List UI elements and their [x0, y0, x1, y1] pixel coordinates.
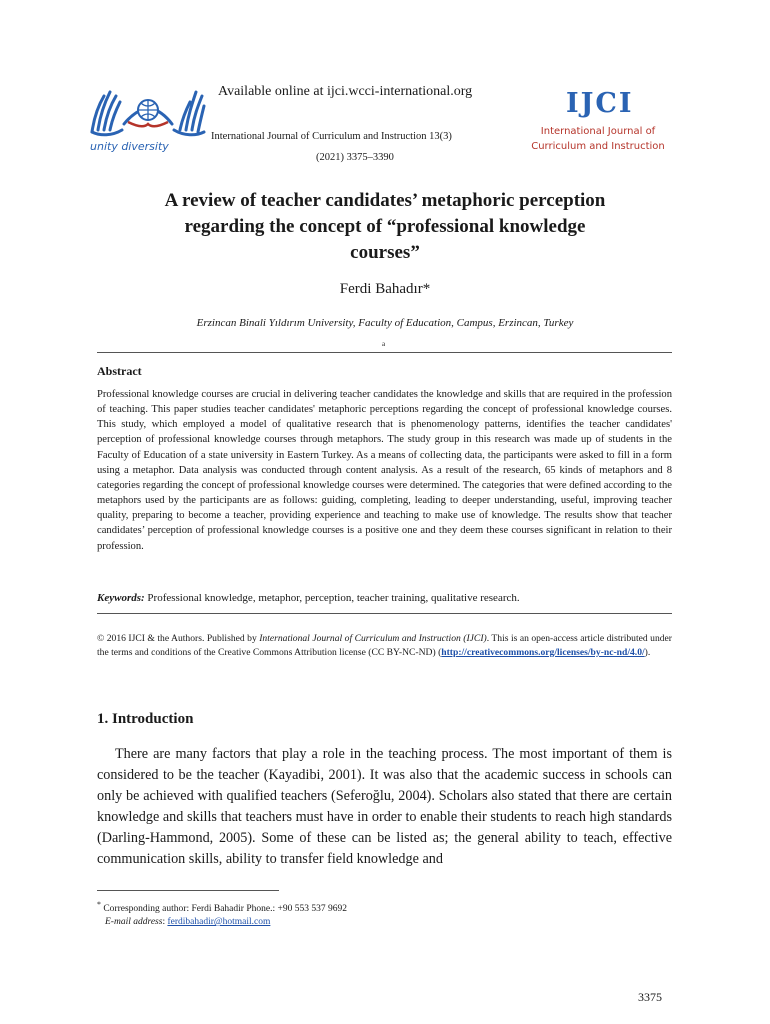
footnote-star: *: [97, 900, 101, 909]
license-link[interactable]: http://creativecommons.org/licenses/by-nc-nd/4.0/: [441, 647, 645, 658]
email-link[interactable]: ferdibahadir@hotmail.com: [167, 917, 271, 928]
divider-top: [97, 352, 672, 353]
section-heading-introduction: 1. Introduction: [97, 711, 194, 727]
abstract-body: Professional knowledge courses are crucial in delivering teacher candidates the knowledge and skills that are required in the profession of teaching. This paper studies teacher candidates' metaphoric perceptions regarding the concept of professional knowledge courses. This study, which employed a model of qualitative research that is phenomenology patterns, identifies the teacher candidates' perception of professional knowledge courses through metaphors. The study group in this research was made up of students in the Faculty of Education of a state university in Eastern Turkey. As a means of collecting data, the participants were asked to fill in a form using a metaphor. Data analysis was conducted through content analysis. As a result of the research, 65 kinds of metaphors and 8 categories regarding the concept of professional knowledge courses were determined. The categories that were defined according to the metaphors used by the participants are as follows: guiding, completing, leading to deeper understanding, useful, improving teacher quality, preparing to become a teacher, providing experience and teaching to make use of knowledge. The results show that teacher candidates’ perception of professional knowledge courses is a positive one and they deem these courses significant in relation to their profession.: [97, 389, 672, 552]
ijci-full-name: International Journal of Curriculum and Instruction: [531, 126, 665, 152]
logo-caption: unity diversity: [90, 140, 169, 153]
page-number: 3375: [638, 990, 662, 1004]
author-affiliation: Erzincan Binali Yıldırım University, Faculty of Education, Campus, Erzincan, Turkey: [196, 317, 574, 329]
email-label: E-mail address: [105, 917, 163, 928]
license-journal: International Journal of Curriculum and Instruction (IJCI): [259, 633, 487, 644]
volume-pages: (2021) 3375–3390: [316, 152, 394, 163]
footnote: * Corresponding author: Ferdi Bahadir Phone.: +90 553 537 9692 E-mail address: ferdibahadir@hotmail.com: [97, 900, 347, 928]
corresponding-author: Corresponding author: Ferdi Bahadir Phone.: +90 553 537 9692: [103, 904, 347, 915]
article-title: A review of teacher candidates’ metaphoric perception regarding the concept of “professional knowledge courses”: [164, 190, 606, 263]
keywords: [97, 592, 672, 604]
journal-citation: International Journal of Curriculum and Instruction 13(3): [211, 131, 452, 142]
author-name: Ferdi Bahadır*: [339, 281, 431, 297]
divider-mid: [97, 613, 672, 614]
abstract-heading: Abstract: [97, 364, 142, 378]
introduction-body: There are many factors that play a role in the teaching process. The most important of them is considered to be the teacher (Kayadibi, 2001). It was also that the academic success in schools can only be achieved with qualified teachers (Seferoğlu, 2004). Scholars also stated that there are certain knowledge and skills that teachers must have in order to enable their students to reach high standards (Darling-Hammond, 2005). Some of these can be listed as; the general ability to teach, effective communication skills, ability to transfer field knowledge and: [97, 746, 672, 867]
available-online: Available online at ijci.wcci-international.org: [218, 84, 473, 99]
affiliation-mark: a: [382, 340, 386, 348]
footnote-rule: [97, 890, 279, 891]
keywords-list: Professional knowledge, metaphor, perception, teacher training, qualitative research.: [144, 592, 520, 604]
ijci-letters: IJCI: [566, 88, 634, 119]
keywords-label: Keywords:: [97, 592, 145, 604]
journal-logo: [88, 84, 208, 160]
license-notice: © 2016 IJCI & the Authors. Published by International Journal of Curriculum and Instruction (IJCI). This is an open-access article distributed under the terms and conditions of the Creative Commons Attribution license (CC BY-NC-ND) (http://creativecommons.org/licenses/by-nc-nd/4.0/).: [97, 633, 672, 658]
